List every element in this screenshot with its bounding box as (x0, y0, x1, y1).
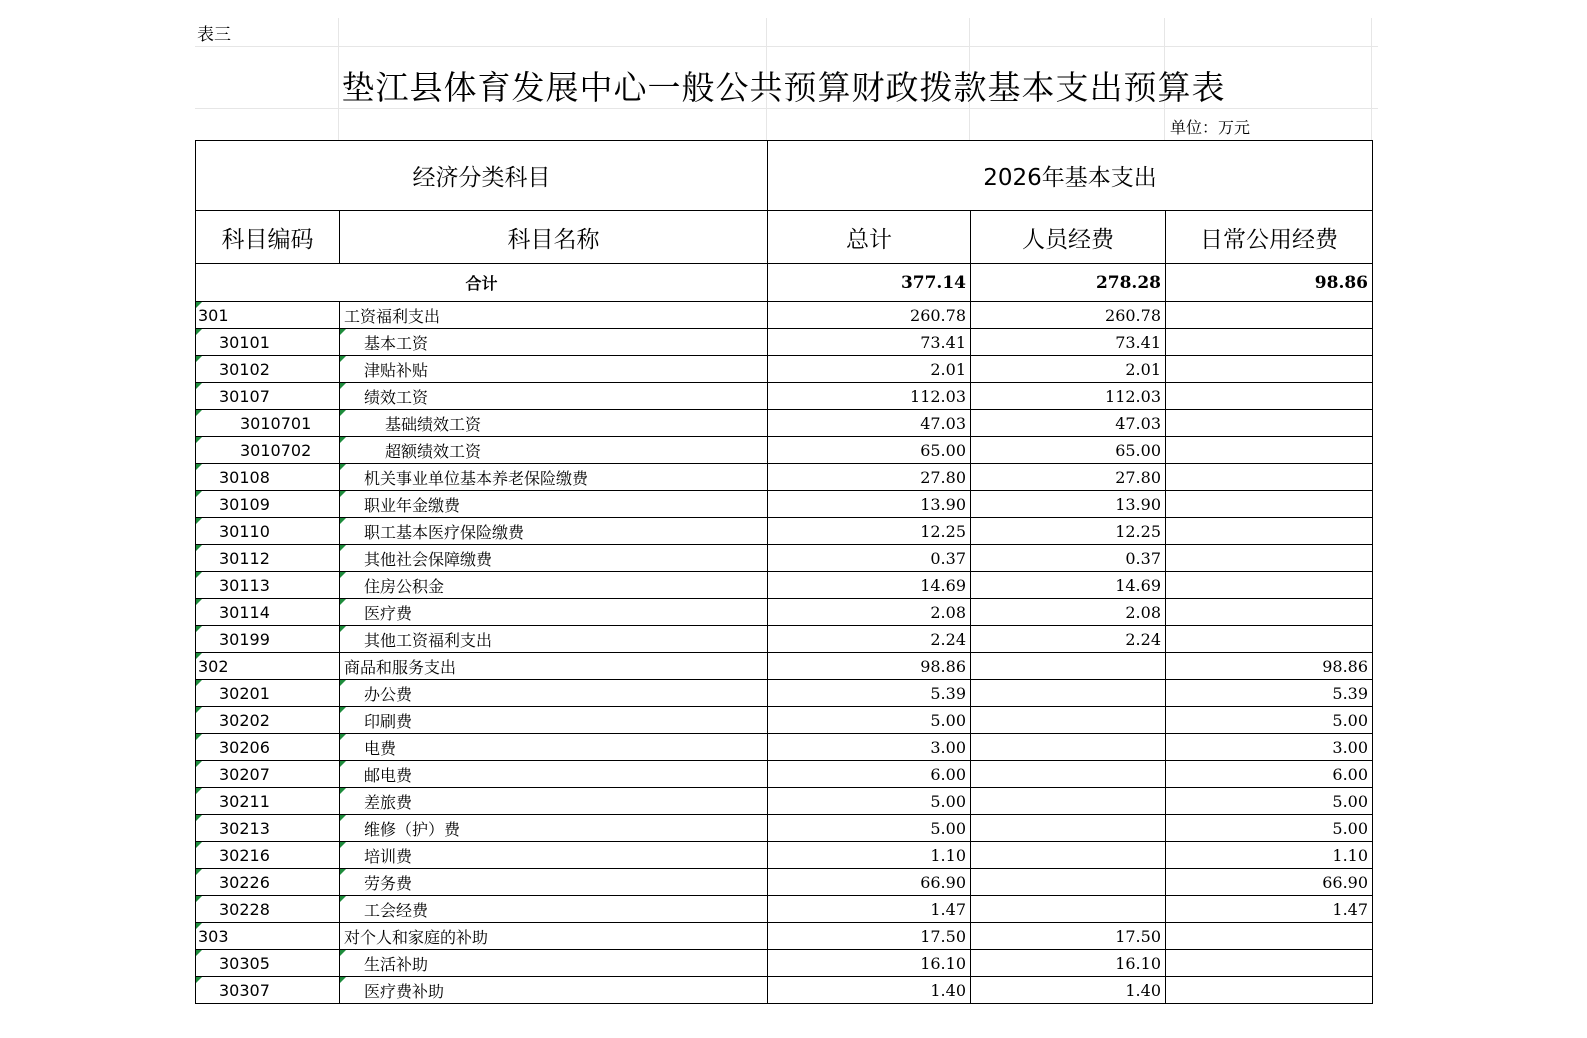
row-total[interactable]: 73.41 (768, 329, 971, 356)
row-code[interactable]: 30199 (196, 626, 340, 653)
row-personnel[interactable] (971, 869, 1166, 896)
row-total[interactable]: 6.00 (768, 761, 971, 788)
row-personnel[interactable]: 47.03 (971, 410, 1166, 437)
header-category[interactable]: 经济分类科目 (196, 141, 768, 211)
row-name[interactable]: 绩效工资 (340, 383, 768, 410)
table-row (196, 977, 1373, 1004)
row-total[interactable]: 13.90 (768, 491, 971, 518)
row-total[interactable]: 66.90 (768, 869, 971, 896)
row-public[interactable] (1166, 626, 1373, 653)
row-total[interactable]: 5.00 (768, 815, 971, 842)
table-row (196, 437, 1373, 464)
total-personnel[interactable]: 278.28 (971, 264, 1166, 302)
row-code[interactable]: 302 (196, 653, 340, 680)
row-personnel[interactable]: 16.10 (971, 950, 1166, 977)
table-row (196, 329, 1373, 356)
row-name[interactable]: 职业年金缴费 (340, 491, 768, 518)
row-total[interactable]: 2.24 (768, 626, 971, 653)
row-public[interactable]: 5.39 (1166, 680, 1373, 707)
row-code[interactable]: 30201 (196, 680, 340, 707)
table-row (196, 572, 1373, 599)
row-total[interactable]: 5.00 (768, 707, 971, 734)
row-personnel[interactable]: 112.03 (971, 383, 1166, 410)
table-row (196, 491, 1373, 518)
row-code[interactable]: 30206 (196, 734, 340, 761)
row-name[interactable]: 机关事业单位基本养老保险缴费 (340, 464, 768, 491)
row-public[interactable] (1166, 977, 1373, 1004)
row-name[interactable]: 生活补助 (340, 950, 768, 977)
row-code[interactable]: 30226 (196, 869, 340, 896)
table-row (196, 842, 1373, 869)
row-public[interactable] (1166, 302, 1373, 329)
row-name[interactable]: 印刷费 (340, 707, 768, 734)
row-total[interactable]: 27.80 (768, 464, 971, 491)
row-total[interactable]: 3.00 (768, 734, 971, 761)
row-name[interactable]: 基础绩效工资 (340, 410, 768, 437)
row-personnel[interactable]: 2.08 (971, 599, 1166, 626)
row-personnel[interactable]: 73.41 (971, 329, 1166, 356)
row-total[interactable]: 0.37 (768, 545, 971, 572)
row-personnel[interactable]: 2.01 (971, 356, 1166, 383)
row-public[interactable] (1166, 518, 1373, 545)
row-personnel[interactable]: 260.78 (971, 302, 1166, 329)
row-name[interactable]: 邮电费 (340, 761, 768, 788)
row-personnel[interactable] (971, 680, 1166, 707)
spreadsheet (195, 18, 1372, 1004)
row-public[interactable] (1166, 356, 1373, 383)
row-total[interactable]: 14.69 (768, 572, 971, 599)
row-personnel[interactable] (971, 734, 1166, 761)
header-personnel[interactable]: 人员经费 (971, 211, 1166, 264)
row-total[interactable]: 98.86 (768, 653, 971, 680)
table-row (196, 383, 1373, 410)
row-public[interactable]: 1.10 (1166, 842, 1373, 869)
header-name[interactable]: 科目名称 (340, 211, 768, 264)
header-code[interactable]: 科目编码 (196, 211, 340, 264)
header-row-1 (196, 141, 1373, 211)
table-row (196, 923, 1373, 950)
table-row (196, 653, 1373, 680)
header-year-group[interactable]: 2026年基本支出 (768, 141, 1373, 211)
row-code[interactable]: 30113 (196, 572, 340, 599)
row-public[interactable] (1166, 545, 1373, 572)
table-row (196, 356, 1373, 383)
row-total[interactable]: 2.01 (768, 356, 971, 383)
row-public[interactable] (1166, 572, 1373, 599)
row-total[interactable]: 17.50 (768, 923, 971, 950)
row-name[interactable]: 其他工资福利支出 (340, 626, 768, 653)
row-public[interactable] (1166, 329, 1373, 356)
row-name[interactable]: 培训费 (340, 842, 768, 869)
row-total[interactable]: 65.00 (768, 437, 971, 464)
row-name[interactable]: 职工基本医疗保险缴费 (340, 518, 768, 545)
table-row (196, 680, 1373, 707)
table-row (196, 815, 1373, 842)
row-public[interactable] (1166, 410, 1373, 437)
total-label[interactable]: 合计 (196, 264, 768, 302)
row-name[interactable]: 对个人和家庭的补助 (340, 923, 768, 950)
row-personnel[interactable]: 27.80 (971, 464, 1166, 491)
table-row (196, 734, 1373, 761)
row-public[interactable] (1166, 491, 1373, 518)
total-public[interactable]: 98.86 (1166, 264, 1373, 302)
unit-label: 单位：万元 (1170, 118, 1251, 137)
row-code[interactable]: 30307 (196, 977, 340, 1004)
table-row (196, 464, 1373, 491)
gridline (195, 46, 1378, 47)
row-code[interactable]: 30305 (196, 950, 340, 977)
row-code[interactable]: 301 (196, 302, 340, 329)
row-personnel[interactable]: 2.24 (971, 626, 1166, 653)
header-public[interactable]: 日常公用经费 (1166, 211, 1373, 264)
table-row (196, 545, 1373, 572)
row-name[interactable]: 基本工资 (340, 329, 768, 356)
row-personnel[interactable]: 12.25 (971, 518, 1166, 545)
row-public[interactable]: 98.86 (1166, 653, 1373, 680)
table-row (196, 869, 1373, 896)
table-row (196, 302, 1373, 329)
row-public[interactable]: 1.47 (1166, 896, 1373, 923)
row-total[interactable]: 12.25 (768, 518, 971, 545)
row-name[interactable]: 医疗费补助 (340, 977, 768, 1004)
row-code[interactable]: 30109 (196, 491, 340, 518)
row-code[interactable]: 30108 (196, 464, 340, 491)
row-total[interactable]: 1.40 (768, 977, 971, 1004)
row-public[interactable] (1166, 464, 1373, 491)
row-name[interactable]: 差旅费 (340, 788, 768, 815)
row-name[interactable]: 工资福利支出 (340, 302, 768, 329)
table-row (196, 518, 1373, 545)
row-personnel[interactable]: 0.37 (971, 545, 1166, 572)
row-total[interactable]: 5.39 (768, 680, 971, 707)
row-code[interactable]: 30112 (196, 545, 340, 572)
row-code[interactable]: 30102 (196, 356, 340, 383)
sheet-label: 表三 (197, 25, 231, 45)
row-public[interactable]: 5.00 (1166, 788, 1373, 815)
row-code[interactable]: 30213 (196, 815, 340, 842)
row-name[interactable]: 电费 (340, 734, 768, 761)
table-row (196, 626, 1373, 653)
header-total[interactable]: 总计 (768, 211, 971, 264)
row-code[interactable]: 3010701 (196, 410, 340, 437)
row-personnel[interactable] (971, 842, 1166, 869)
table-row (196, 410, 1373, 437)
total-total[interactable]: 377.14 (768, 264, 971, 302)
row-name[interactable]: 办公费 (340, 680, 768, 707)
row-total[interactable]: 260.78 (768, 302, 971, 329)
table-row (196, 950, 1373, 977)
table-row (196, 896, 1373, 923)
row-personnel[interactable] (971, 761, 1166, 788)
row-code[interactable]: 30216 (196, 842, 340, 869)
row-total[interactable]: 16.10 (768, 950, 971, 977)
row-personnel[interactable] (971, 896, 1166, 923)
row-total[interactable]: 47.03 (768, 410, 971, 437)
row-code[interactable]: 30101 (196, 329, 340, 356)
row-name[interactable]: 商品和服务支出 (340, 653, 768, 680)
row-public[interactable] (1166, 437, 1373, 464)
row-public[interactable] (1166, 599, 1373, 626)
row-code[interactable]: 30207 (196, 761, 340, 788)
row-name[interactable]: 津贴补贴 (340, 356, 768, 383)
row-personnel[interactable] (971, 653, 1166, 680)
row-public[interactable] (1166, 383, 1373, 410)
row-total[interactable]: 5.00 (768, 788, 971, 815)
row-public[interactable]: 5.00 (1166, 707, 1373, 734)
budget-table (195, 140, 1373, 1004)
row-code[interactable]: 303 (196, 923, 340, 950)
row-public[interactable] (1166, 950, 1373, 977)
row-total[interactable]: 1.47 (768, 896, 971, 923)
row-code[interactable]: 30110 (196, 518, 340, 545)
row-name[interactable]: 医疗费 (340, 599, 768, 626)
row-code[interactable]: 30228 (196, 896, 340, 923)
row-code[interactable]: 30114 (196, 599, 340, 626)
table-row (196, 707, 1373, 734)
row-personnel[interactable] (971, 815, 1166, 842)
row-name[interactable]: 劳务费 (340, 869, 768, 896)
row-public[interactable]: 66.90 (1166, 869, 1373, 896)
row-personnel[interactable]: 65.00 (971, 437, 1166, 464)
row-personnel[interactable] (971, 788, 1166, 815)
page-title: 垫江县体育发展中心一般公共预算财政拨款基本支出预算表 (341, 68, 1226, 107)
row-public[interactable]: 3.00 (1166, 734, 1373, 761)
row-total[interactable]: 2.08 (768, 599, 971, 626)
total-row (196, 264, 1373, 302)
row-code[interactable]: 30107 (196, 383, 340, 410)
row-public[interactable]: 5.00 (1166, 815, 1373, 842)
row-name[interactable]: 超额绩效工资 (340, 437, 768, 464)
row-name[interactable]: 其他社会保障缴费 (340, 545, 768, 572)
table-row (196, 788, 1373, 815)
table-row (196, 761, 1373, 788)
row-personnel[interactable]: 14.69 (971, 572, 1166, 599)
row-personnel[interactable] (971, 707, 1166, 734)
header-row-2 (196, 211, 1373, 264)
row-name[interactable]: 维修（护）费 (340, 815, 768, 842)
row-personnel[interactable]: 13.90 (971, 491, 1166, 518)
row-name[interactable]: 工会经费 (340, 896, 768, 923)
row-code[interactable]: 30202 (196, 707, 340, 734)
row-public[interactable]: 6.00 (1166, 761, 1373, 788)
sheet-header-area (195, 18, 1372, 140)
row-total[interactable]: 1.10 (768, 842, 971, 869)
table-row (196, 599, 1373, 626)
row-code[interactable]: 3010702 (196, 437, 340, 464)
row-code[interactable]: 30211 (196, 788, 340, 815)
row-public[interactable] (1166, 923, 1373, 950)
row-personnel[interactable]: 1.40 (971, 977, 1166, 1004)
row-total[interactable]: 112.03 (768, 383, 971, 410)
row-name[interactable]: 住房公积金 (340, 572, 768, 599)
row-personnel[interactable]: 17.50 (971, 923, 1166, 950)
